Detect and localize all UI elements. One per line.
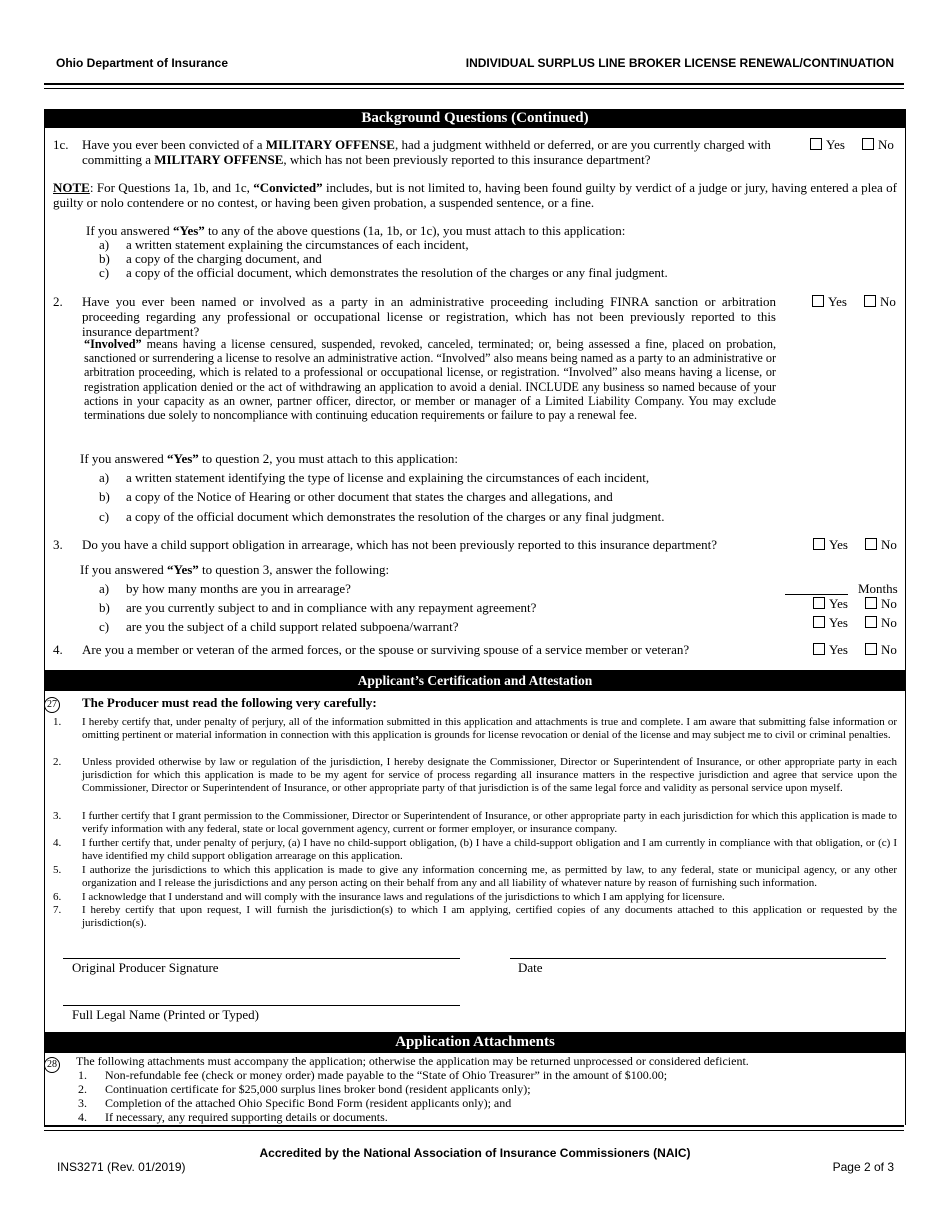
list-letter: a) [99,470,110,485]
list-item: are you currently subject to and in compliance with any repayment agreement? [126,600,537,615]
checkbox-icon [812,295,824,307]
footer-rule [44,1125,904,1127]
section-header-background: Background Questions (Continued) [44,109,906,128]
question-number: 2. [53,294,63,309]
list-item: a written statement explaining the circumstances of each incident, [126,237,469,252]
q3b-no-checkbox[interactable]: No [865,596,897,612]
attachments-intro: The following attachments must accompany the application; otherwise the application may be returned unprocessed or considered deficient. [76,1054,749,1068]
certification-item-1: I hereby certify that, under penalty of perjury, all of the information submitted in this application and attachments is true and complete. I am aware that submitting false information or omitting pertinent or material information in connection with this application is grounds for license revocation or denial of the license and may subject me to civil or criminal penalties. [82,716,897,741]
certification-item-6: I acknowledge that I understand and will comply with the insurance laws and regulations of the jurisdictions to which I am applying for licensure. [82,891,725,903]
q3-answer-intro: If you answered “Yes” to question 3, answer the following: [80,562,390,577]
footer-rule-thin [44,1130,904,1131]
signature-label: Original Producer Signature [72,960,219,975]
list-letter: c) [99,619,110,634]
certification-item-2: Unless provided otherwise by law or regulation of the jurisdiction, I hereby designate the Commissioner, Director or Superintendent of Insurance, or other appropriate party in each jurisdiction for which this application is made to be my agent for service of process regarding all insurance matters in the respective jurisdiction and agree that service upon the Commissioner, Director or Superintendent of Insurance, or other appropriate party of that jurisdiction is of the same legal force and validity as personal service upon myself. [82,756,897,794]
question-3-text: Do you have a child support obligation in arrearage, which has not been previously reported to this insurance department? [82,537,718,552]
list-item: a written statement identifying the type of license and explaining the circumstances of each incident, [126,470,650,485]
list-number: 3. [78,1096,87,1110]
certification-intro: The Producer must read the following very carefully: [82,695,377,710]
certification-item-3: I further certify that I grant permission to the Commissioner, Director or Superintendent of Insurance, or other appropriate party in each jurisdiction for which this application is made to verify information with any federal, state or local government agency, current or former employer, or insurance company. [82,810,897,835]
agency-name: Ohio Department of Insurance [56,56,229,70]
list-number: 2. [53,756,62,768]
q3c-no-checkbox[interactable]: No [865,615,897,631]
signature-input[interactable] [63,958,460,959]
q4-no-checkbox[interactable]: No [865,642,897,658]
list-number: 3. [53,810,62,822]
attachment-item: Completion of the attached Ohio Specific Bond Form (resident applicants only); and [105,1096,512,1110]
certification-item-5: I authorize the jurisdictions to which this application is made to give any information concerning me, as permitted by law, to any federal, state or municipal agency, or any other organization and I release the jurisdictions and any person acting on their behalf from any and all liability of whatever nature by reason of furnishing such information. [82,864,897,889]
question-number: 1c. [53,137,69,152]
list-letter: c) [99,509,110,524]
checkbox-icon [865,616,877,628]
list-item: a copy of the Notice of Hearing or other document that states the charges and allegations, and [126,489,613,504]
list-number: 4. [78,1110,87,1124]
list-number: 4. [53,837,62,849]
list-number: 7. [53,904,62,916]
full-name-input[interactable] [63,1005,460,1006]
header-rule-thin [44,88,904,89]
question-number: 4. [53,642,63,657]
list-letter: a) [99,237,110,252]
list-number: 6. [53,891,62,903]
checkbox-icon [813,616,825,628]
q3-yes-checkbox[interactable]: Yes [813,537,848,553]
form-number: INS3271 (Rev. 01/2019) [57,1160,186,1174]
certification-item-7: I hereby certify that upon request, I will furnish the jurisdiction(s) to which I am applying, certified copies of any documents attached to this application or requested by the jurisdiction(s). [82,904,897,929]
checkbox-icon [813,538,825,550]
accreditation-text: Accredited by the National Association of Insurance Commissioners (NAIC) [259,1146,691,1160]
checkbox-icon [865,597,877,609]
attach-2-intro: If you answered “Yes” to question 2, you must attach to this application: [80,451,459,466]
list-number: 2. [78,1082,87,1096]
attach-1-intro: If you answered “Yes” to any of the above questions (1a, 1b, or 1c), you must attach to this application: [86,223,626,238]
attachment-item: Continuation certificate for $25,000 surplus lines broker bond (resident applicants only); [105,1082,531,1096]
date-label: Date [518,960,543,975]
list-letter: c) [99,265,110,280]
q2-no-checkbox[interactable]: No [864,294,896,310]
checkbox-icon [813,597,825,609]
section-header-attachments: Application Attachments [44,1032,906,1053]
q3b-yes-checkbox[interactable]: Yes [813,596,848,612]
page-number: Page 2 of 3 [832,1160,894,1174]
list-item: by how many months are you in arrearage? [126,581,351,596]
question-2-text: Have you ever been named or involved as a party in an administrative proceeding including FINRA sanction or arbitration proceeding regarding any professional or occupational license or registration, which has not been previously reported to this insurance department? [82,294,776,339]
list-number: 1. [78,1068,87,1082]
checkbox-icon [864,295,876,307]
list-item: a copy of the official document, which demonstrates the resolution of the charges or any final judgment. [126,265,668,280]
list-item: a copy of the charging document, and [126,251,322,266]
full-name-label: Full Legal Name (Printed or Typed) [72,1007,259,1022]
q1c-yes-checkbox[interactable]: Yes [810,137,845,153]
section-marker: 28 [44,1054,60,1073]
header-rule [44,83,904,85]
list-letter: b) [99,600,110,615]
months-input[interactable] [785,594,848,595]
checkbox-icon [865,643,877,655]
list-item: a copy of the official document which demonstrates the resolution of the charges or any final judgment. [126,509,665,524]
involved-definition: “Involved” means having a license censured, suspended, revoked, canceled, terminated; or, being assessed a fine, placed on probation, sanctioned or surrendering a license to resolve an administrative action. “Involved” also means being named as a party to an administrative or arbitration proceeding, which is related to a professional or occupational license, or registration. “Involved” also means having a license, or registration application denied or the act of withdrawing an application to avoid a denial. INCLUDE any business so named because of your actions in your capacity as an owner, partner officer, director, or member or manager of a Limited Liability Company. You may exclude terminations due solely to noncompliance with continuing education requirements or failure to pay a renewal fee. [84,337,776,423]
q1c-no-checkbox[interactable]: No [862,137,894,153]
question-number: 3. [53,537,63,552]
note-paragraph: NOTE: For Questions 1a, 1b, and 1c, “Convicted” includes, but is not limited to, having been found guilty by verdict of a judge or jury, having entered a plea of guilty or nolo contendere or no contest, or having been given probation, a suspended sentence, or a fine. [53,180,897,210]
question-1c-text: Have you ever been convicted of a MILITARY OFFENSE, had a judgment withheld or deferred, or are you currently charged with committing a MILITARY OFFENSE, which has not been previously reported to this insurance department? [82,137,771,167]
section-marker: 27 [44,694,60,713]
q4-yes-checkbox[interactable]: Yes [813,642,848,658]
q2-yes-checkbox[interactable]: Yes [812,294,847,310]
list-number: 5. [53,864,62,876]
question-4-text: Are you a member or veteran of the armed forces, or the spouse or surviving spouse of a service member or veteran? [82,642,690,657]
certification-item-4: I further certify that, under penalty of perjury, (a) I have no child-support obligation, (b) I have a child-support obligation and I am currently in compliance with that obligation, or (c) I have identified my child support obligation arrearage on this application. [82,837,897,862]
attachment-item: Non-refundable fee (check or money order) made payable to the “State of Ohio Treasurer” in the amount of $100.00; [105,1068,668,1082]
q3-no-checkbox[interactable]: No [865,537,897,553]
q3c-yes-checkbox[interactable]: Yes [813,615,848,631]
list-item: are you the subject of a child support related subpoena/warrant? [126,619,459,634]
checkbox-icon [865,538,877,550]
list-letter: b) [99,489,110,504]
section-header-certification: Applicant’s Certification and Attestation [44,670,906,691]
attachment-item: If necessary, any required supporting details or documents. [105,1110,388,1124]
form-title: INDIVIDUAL SURPLUS LINE BROKER LICENSE RENEWAL/CONTINUATION [465,56,894,70]
checkbox-icon [810,138,822,150]
date-input[interactable] [510,958,886,959]
list-letter: a) [99,581,110,596]
list-letter: b) [99,251,110,266]
checkbox-icon [813,643,825,655]
list-number: 1. [53,716,62,728]
checkbox-icon [862,138,874,150]
months-label: Months [858,581,898,596]
